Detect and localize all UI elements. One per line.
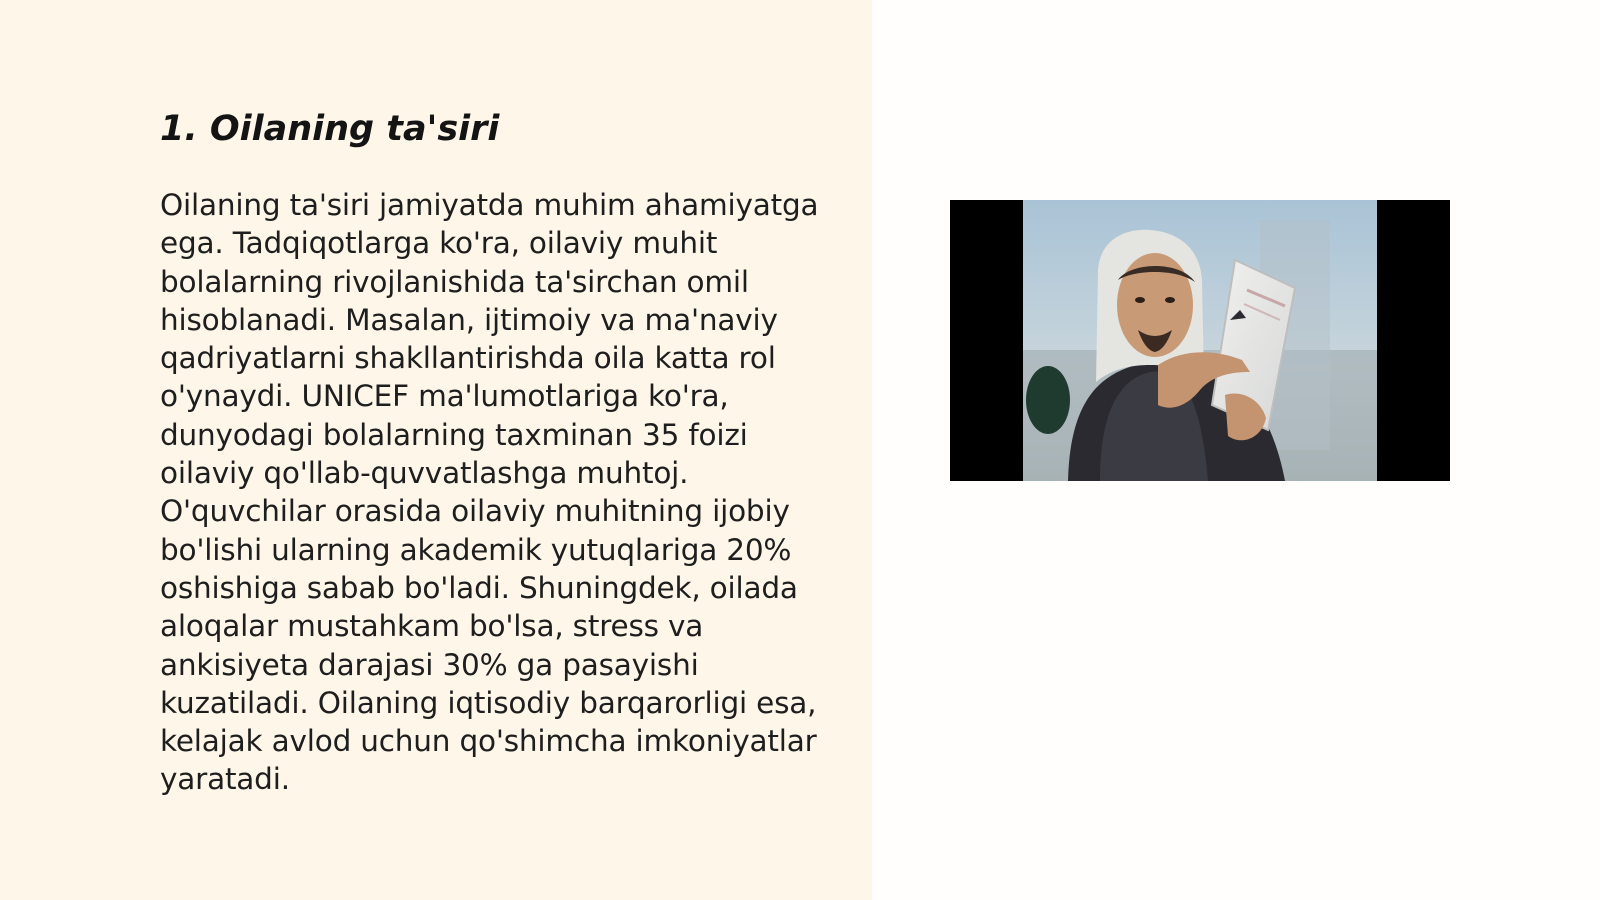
body-line: dunyodagi bolalarning taxminan 35 foizi [160,417,748,452]
body-line: kuzatiladi. Oilaning iqtisodiy barqarorligi esa, [160,685,817,720]
body-line: aloqalar mustahkam bo'lsa, stress va [160,609,704,644]
body-line: yaratadi. [160,762,290,797]
body-line: ega. Tadqiqotlarga ko'ra, oilaviy muhit [160,226,718,261]
body-line: bo'lishi ularning akademik yutuqlariga 20% [160,532,792,567]
video-thumbnail[interactable] [950,200,1450,481]
body-line: oilaviy qo'llab-quvvatlashga muhtoj. [160,456,689,491]
video-scene [1023,200,1377,481]
body-line: O'quvchilar orasida oilaviy muhitning ijobiy [160,494,790,529]
body-line: kelajak avlod uchun qo'shimcha imkoniyatlar [160,724,817,759]
body-line: hisoblanadi. Masalan, ijtimoiy va ma'naviy [160,302,778,337]
body-line: ankisiyeta darajasi 30% ga pasayishi [160,647,699,682]
body-line: bolalarning rivojlanishida ta'sirchan omil [160,264,749,299]
body-line: Oilaning ta'siri jamiyatda muhim ahamiyatga [160,188,819,222]
body-line: oshishiga sabab bo'ladi. Shuningdek, oilada [160,570,798,605]
body-line: qadriyatlarni shakllantirishda oila katta rol [160,341,776,376]
video-still-illustration [950,200,1450,481]
slide-body-text [160,186,846,799]
slide-heading: 1. Oilaning ta'siri [160,109,500,149]
body-line: o'ynaydi. UNICEF ma'lumotlariga ko'ra, [160,379,729,414]
